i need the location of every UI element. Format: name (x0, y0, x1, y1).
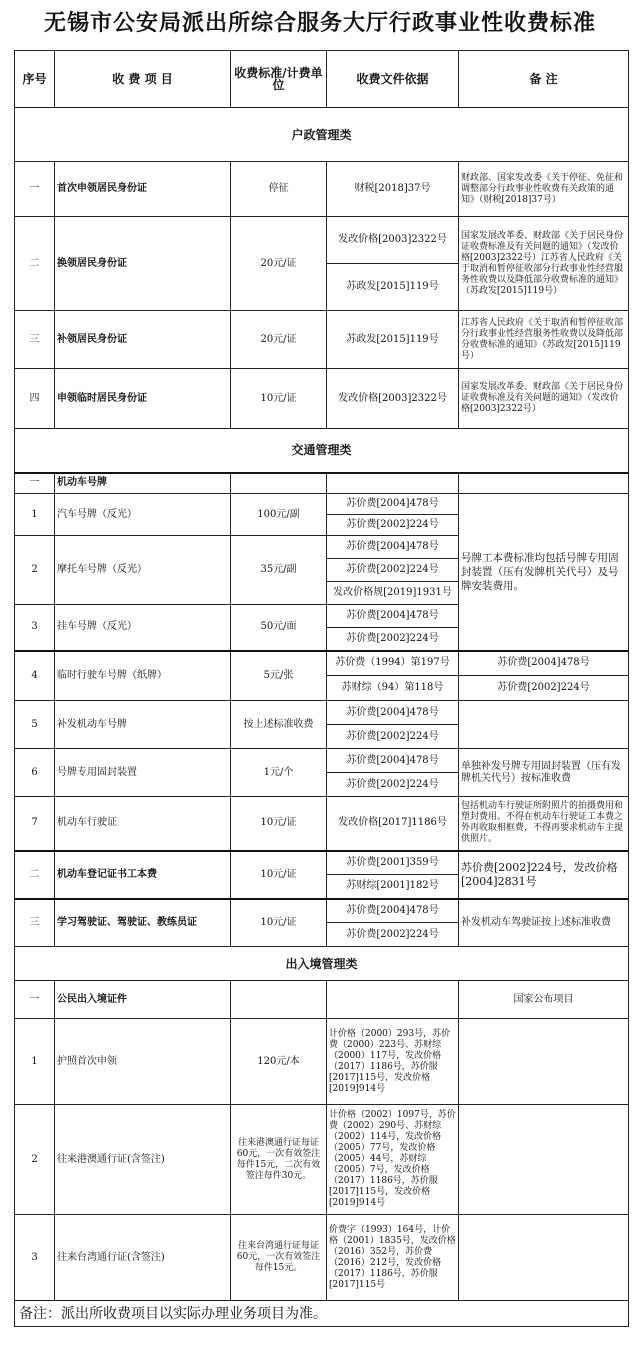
header-basis: 收费文件依据 (327, 51, 459, 108)
row-no: 1 (15, 494, 55, 536)
row-item: 补领居民身份证 (55, 311, 231, 369)
row-basis: 苏价费[2004]478号 (327, 749, 459, 773)
section-row (15, 947, 629, 981)
row-item: 公民出入境证件 (55, 981, 231, 1019)
plate-note: 号牌工本费标准均包括号牌专用固封装置（压有发牌机关代号）及号牌安装费用。 (459, 494, 629, 651)
row-note: 苏价费[2004]478号 (459, 651, 629, 676)
row-no: 6 (15, 749, 55, 797)
row-basis: 发改价格规[2019]1931号 (327, 582, 459, 605)
row-standard: 1元/个 (231, 749, 327, 797)
row-note: 国家公布项目 (459, 981, 629, 1019)
row-standard: 10元/证 (231, 899, 327, 947)
table-row (15, 369, 629, 429)
row-standard: 20元/证 (231, 311, 327, 369)
table-row (15, 217, 629, 264)
footer-row (15, 1301, 629, 1327)
row-note: 补发机动车驾驶证按上述标准收费 (459, 899, 629, 947)
row-note: 国家发展改革委、财政部《关于居民身份证收费标准及有关问题的通知》（发改价格[2003]2322号）江苏省人民政府《关于取消和暂停征收部分行政事业性经营服务性收费以及降低部分收费标准的通知》（苏政发[2015]119号） (459, 217, 629, 311)
row-standard: 停征 (231, 162, 327, 217)
header-note: 备 注 (459, 51, 629, 108)
row-item: 往来港澳通行证(含签注) (55, 1105, 231, 1215)
section-household: 户政管理类 (15, 108, 629, 162)
table-row (15, 749, 629, 773)
row-no: 三 (15, 311, 55, 369)
table-row (15, 651, 629, 676)
row-basis: 苏价费[2002]224号 (327, 725, 459, 749)
row-note: 苏价费[2002]224号 (459, 676, 629, 701)
row-note: 包括机动车行驶证所附照片的拍摄费用和塑封费用。不得在机动车行驶证工本费之外再收取相框费，不得再要求机动车主提供照片。 (459, 797, 629, 851)
table-row (15, 311, 629, 369)
row-basis: 发改价格[2003]2322号 (327, 369, 459, 429)
row-no: 3 (15, 1215, 55, 1301)
fee-table (14, 50, 629, 1327)
header-row (15, 51, 629, 108)
row-note: 国家发展改革委、财政部《关于居民身份证收费标准及有关问题的通知》（发改价格[2003]2322号） (459, 369, 629, 429)
row-basis: 苏价费[2004]478号 (327, 899, 459, 923)
table-row (15, 899, 629, 923)
row-item: 号牌专用固封装置 (55, 749, 231, 797)
row-no: 3 (15, 605, 55, 651)
row-no: 四 (15, 369, 55, 429)
row-basis: 苏价费[2001]359号 (327, 851, 459, 875)
row-basis: 计价格（2002）1097号，苏价费（2002）290号、苏财综（2002）114号，发改价格（2005）77号，发改价格（2005）44号，苏财综（2005）7号，发改价格（2017）1186号，苏价服[2017]115号，发改价格[2019]914号 (327, 1105, 459, 1215)
row-no: 2 (15, 536, 55, 605)
row-standard: 10元/证 (231, 851, 327, 899)
row-item: 汽车号牌（反光） (55, 494, 231, 536)
header-standard: 收费标准/计费单位 (231, 51, 327, 108)
row-item: 往来台湾通行证(含签注) (55, 1215, 231, 1301)
row-basis: 苏政发[2015]119号 (327, 264, 459, 311)
row-standard: 往来台湾通行证每证60元，一次有效签注每件15元。 (231, 1215, 327, 1301)
row-basis: 苏价费[2002]224号 (327, 923, 459, 947)
section-traffic: 交通管理类 (15, 429, 629, 473)
row-standard: 10元/证 (231, 369, 327, 429)
row-no: 二 (15, 851, 55, 899)
row-standard: 10元/证 (231, 797, 327, 851)
footer-note: 备注：派出所收费项目以实际办理业务项目为准。 (15, 1301, 629, 1327)
row-no: 一 (15, 473, 55, 494)
row-standard: 35元/副 (231, 536, 327, 605)
row-standard: 100元/副 (231, 494, 327, 536)
row-standard: 按上述标准收费 (231, 701, 327, 749)
section-exit-entry: 出入境管理类 (15, 947, 629, 981)
row-no: 7 (15, 797, 55, 851)
table-row (15, 1105, 629, 1215)
row-item: 首次申领居民身份证 (55, 162, 231, 217)
row-basis: 苏政发[2015]119号 (327, 311, 459, 369)
row-basis: 苏价费[2004]478号 (327, 605, 459, 628)
row-item: 申领临时居民身份证 (55, 369, 231, 429)
row-basis: 苏价费[2002]224号 (327, 773, 459, 797)
row-basis: 计价格（2000）293号，苏价费（2000）223号、苏财综（2000）117号，发改价格（2017）1186号，苏价服[2017]115号，发改价格[2019]914号 (327, 1019, 459, 1105)
row-basis: 苏财综（94）第118号 (327, 676, 459, 701)
row-item: 机动车号牌 (55, 473, 231, 494)
row-standard: 5元/张 (231, 651, 327, 701)
row-basis: 苏财综[2001]182号 (327, 875, 459, 899)
row-basis: 苏价费（1994）第197号 (327, 651, 459, 676)
row-no: 4 (15, 651, 55, 701)
row-no: 二 (15, 217, 55, 311)
row-note: 江苏省人民政府《关于取消和暂停征收部分行政事业性经营服务性收费以及降低部分收费标准的通知》（苏政发[2015]119号） (459, 311, 629, 369)
row-basis: 苏价费[2004]478号 (327, 494, 459, 515)
row-note: 财政部、国家发改委《关于停征、免征和调整部分行政事业性收费有关政策的通知》（财税[2018]37号） (459, 162, 629, 217)
header-item: 收 费 项 目 (55, 51, 231, 108)
row-note: 苏价费[2002]224号，发改价格[2004]2831号 (459, 851, 629, 899)
row-no: 1 (15, 1019, 55, 1105)
table-row (15, 1215, 629, 1301)
row-basis: 发改价格[2017]1186号 (327, 797, 459, 851)
table-row (15, 473, 629, 494)
table-row (15, 701, 629, 725)
row-basis: 苏价费[2002]224号 (327, 559, 459, 582)
row-standard: 50元/面 (231, 605, 327, 651)
section-row (15, 108, 629, 162)
table-row (15, 797, 629, 851)
row-item: 摩托车号牌（反光） (55, 536, 231, 605)
row-standard: 120元/本 (231, 1019, 327, 1105)
row-no: 5 (15, 701, 55, 749)
table-row (15, 851, 629, 875)
row-item: 护照首次申领 (55, 1019, 231, 1105)
page-title: 无锡市公安局派出所综合服务大厅行政事业性收费标准 (43, 10, 596, 36)
row-no: 一 (15, 162, 55, 217)
table-row (15, 162, 629, 217)
row-basis: 价费字（1993）164号，计价格（2001）1835号，发改价格（2016）352号，苏价费（2016）212号，发改价格（2017）1186号，苏价服[2017]115号 (327, 1215, 459, 1301)
row-item: 机动车登记证书工本费 (55, 851, 231, 899)
table-row (15, 494, 629, 515)
row-basis: 苏价费[2004]478号 (327, 536, 459, 559)
row-standard: 20元/证 (231, 217, 327, 311)
row-basis: 财税[2018]37号 (327, 162, 459, 217)
row-item: 换领居民身份证 (55, 217, 231, 311)
row-basis: 苏价费[2004]478号 (327, 701, 459, 725)
row-no: 三 (15, 899, 55, 947)
row-item: 临时行驶车号牌（纸牌） (55, 651, 231, 701)
row-basis: 苏价费[2002]224号 (327, 515, 459, 536)
section-row (15, 429, 629, 473)
table-row (15, 981, 629, 1019)
header-no: 序号 (15, 51, 55, 108)
row-basis: 苏价费[2002]224号 (327, 628, 459, 651)
row-standard: 往来港澳通行证每证60元，一次有效签注每件15元，二次有效签注每件30元。 (231, 1105, 327, 1215)
row-item: 补发机动车号牌 (55, 701, 231, 749)
row-item: 挂车号牌（反光） (55, 605, 231, 651)
row-item: 机动车行驶证 (55, 797, 231, 851)
row-note: 单独补发号牌专用固封装置（压有发牌机关代号）按标准收费 (459, 749, 629, 797)
row-item: 学习驾驶证、驾驶证、教练员证 (55, 899, 231, 947)
table-row (15, 1019, 629, 1105)
row-basis: 发改价格[2003]2322号 (327, 217, 459, 264)
row-no: 一 (15, 981, 55, 1019)
row-no: 2 (15, 1105, 55, 1215)
